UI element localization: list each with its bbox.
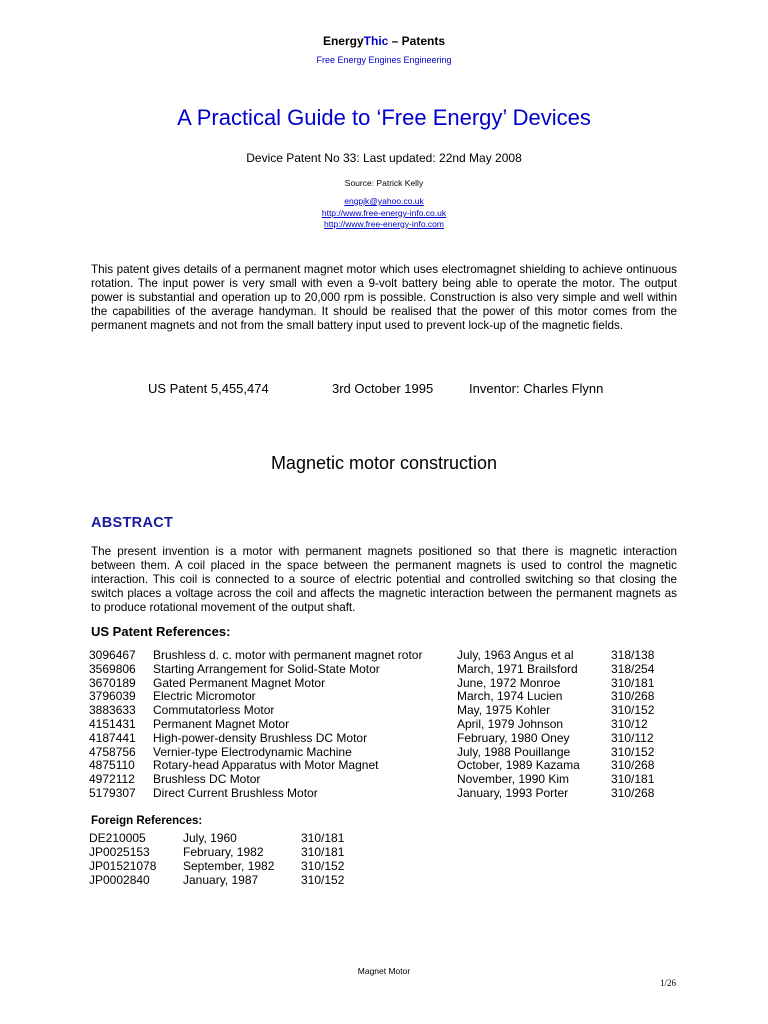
ref-class: 310/181 [301,845,345,859]
ref-number: 4187441 [89,730,136,745]
us-references-table [89,649,671,801]
ref-class: 310/112 [611,730,654,745]
ref-title: Vernier-type Electrodynamic Machine [153,744,352,759]
ref-class: 310/268 [611,758,655,773]
ref-class: 310/181 [301,831,345,845]
brand-prefix: Energy [322,34,364,48]
ref-date: July, 1988 Pouillange [457,744,571,759]
ref-date: July, 1960 [183,831,237,845]
brand-suffix: – Patents [388,34,446,48]
abstract-heading: ABSTRACT [91,515,174,531]
brand-header [0,34,768,48]
ref-class: 310/181 [611,772,655,787]
table-row [89,773,671,787]
patent-date: 3rd October 1995 [332,381,434,396]
page-number: 1/26 [660,978,677,988]
ref-title: Electric Micromotor [153,689,256,704]
ref-number: JP0002840 [89,873,150,887]
ref-number: 4758756 [89,744,136,759]
email-link[interactable]: engpjk@yahoo.co.uk [344,196,424,206]
ref-date: March, 1971 Brailsford [457,661,578,676]
table-row [89,845,361,859]
ref-date: June, 1972 Monroe [457,675,561,690]
ref-title: Brushless DC Motor [153,772,261,787]
table-row [89,873,361,887]
ref-number: 3796039 [89,689,136,704]
table-row [89,704,671,718]
ref-title: Rotary-head Apparatus with Motor Magnet [153,758,379,773]
table-row [89,787,671,801]
ref-class: 310/181 [611,675,655,690]
us-references-heading: US Patent References: [91,624,231,639]
ref-class: 310/12 [611,716,648,731]
table-row [89,718,671,732]
table-row [89,663,671,677]
ref-class: 310/152 [301,873,345,887]
ref-class: 310/152 [301,859,345,873]
foreign-references-table [89,831,361,887]
ref-number: DE210005 [89,831,146,845]
patent-inventor: Inventor: Charles Flynn [469,381,604,396]
ref-date: April, 1979 Johnson [457,716,564,731]
table-row [89,690,671,704]
ref-number: 5179307 [89,785,136,800]
table-row [89,732,671,746]
foreign-references-heading: Foreign References: [91,815,203,827]
ref-class: 310/268 [611,785,655,800]
table-row [89,746,671,760]
table-row [89,859,361,873]
table-row [89,649,671,663]
ref-number: 3883633 [89,703,136,718]
ref-date: January, 1993 Porter [457,785,569,800]
ref-date: November, 1990 Kim [457,772,570,787]
ref-title: Direct Current Brushless Motor [153,785,318,800]
ref-number: 4875110 [89,758,135,773]
ref-number: 4151431 [89,716,136,731]
table-row [89,831,361,845]
device-patent-line: Device Patent No 33: Last updated: 22nd May 2008 [246,151,522,165]
ref-number: 4972112 [89,772,135,787]
document-title: A Practical Guide to ‘Free Energy’ Devices [177,105,591,130]
ref-date: February, 1982 [183,845,264,859]
ref-date: February, 1980 Oney [457,730,570,745]
section-title: Magnetic motor construction [270,453,498,473]
ref-date: September, 1982 [183,859,275,873]
ref-title: Gated Permanent Magnet Motor [153,675,326,690]
ref-date: January, 1987 [183,873,259,887]
ref-title: Permanent Magnet Motor [153,716,290,731]
ref-class: 318/254 [611,661,655,676]
ref-title: Brushless d. c. motor with permanent magnet rotor [153,648,423,662]
table-row [89,759,671,773]
intro-paragraph: This patent gives details of a permanent magnet motor which uses electromagnet shielding to achieve ontinuous rotation. The input power is very small with even a 9-volt battery being able to operate the motor. The output power is substantial and operation up to 20,000 rpm is possible. Construction is also very simple and well within the capabilities of the average handyman. It should be realised that the power of this motor comes from the permanent magnets and not from the small battery input used to prevent lock-up of the magnetic fields. [91,263,677,332]
ref-number: 3569806 [89,661,136,676]
ref-date: May, 1975 Kohler [457,703,551,718]
brand-subtitle: Free Energy Engines Engineering [316,55,452,65]
page-footer: Magnet Motor [357,966,411,976]
ref-number: JP0025153 [89,845,150,859]
website-link-com[interactable]: http://www.free-energy-info.com [324,219,444,229]
ref-title: High-power-density Brushless DC Motor [153,730,368,745]
patent-number: US Patent 5,455,474 [148,381,269,396]
ref-number: 3670189 [89,675,136,690]
abstract-paragraph: The present invention is a motor with permanent magnets positioned so that there is magnetic interaction between them. A coil placed in the space between the permanent magnets is used to control the magnetic interaction. This coil is connected to a source of electric potential and controlled switching so that closing the switch places a voltage across the coil and affects the magnetic interaction between the permanent magnets as to produce rotational movement of the output shaft. [91,545,677,614]
brand-highlight: Thic [363,34,389,48]
ref-date: October, 1989 Kazama [457,758,580,773]
ref-class: 310/152 [611,703,655,718]
ref-date: July, 1963 Angus et al [457,648,574,662]
website-link-co-uk[interactable]: http://www.free-energy-info.co.uk [321,208,447,218]
ref-class: 310/268 [611,689,655,704]
ref-class: 310/152 [611,744,655,759]
source-line: Source: Patrick Kelly [344,178,424,188]
ref-class: 318/138 [611,648,655,662]
ref-number: 3096467 [89,648,136,662]
ref-title: Commutatorless Motor [153,703,275,718]
table-row [89,677,671,691]
ref-number: JP01521078 [89,859,157,873]
ref-date: March, 1974 Lucien [457,689,563,704]
ref-title: Starting Arrangement for Solid-State Motor [153,661,380,676]
